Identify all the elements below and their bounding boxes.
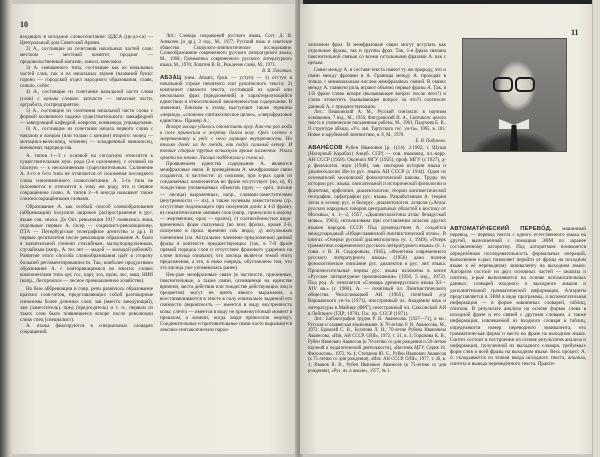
literature-references: Лит.: Словарь сокращений русского языка, Сост. Д. И. Алексеев [и др.], 3 изд., М., 1977; Русский язык и советское общество. Социолого-лингвистическое исследование. Словообразование современного русского литературного языка, М., 1968; Грамматика современного русского литературного языка, М., 1970; Лопатин В. В., Рождение слова, М., 1973. xyxy=(160,34,292,68)
paragraph: А. типов 1—3 с основой на согласную относятся к существительным муж. рода (2-е склонение), с основой на гласную — к несклоняемым существительным. Склонение А. 4-го и 6-го типа не отличается от склонения последнего слова синонимичного словосочетания. А. 5-го типа не склоняются и относятся к тому же роду, что и первое сокращённое слово. А. типов 2—6 иногда называют также сложносокращёнными словами. xyxy=(20,152,153,203)
paragraph: лелизмом фраз. В межфразовые связи могут вступать как отдельные фразы, так и группы фраз. Так, 1-я фраза связана пояснительной связью со всеми остальными фразами А. как с целым. xyxy=(308,42,446,67)
page-number-right: 11 xyxy=(571,28,579,37)
entry-avanesov xyxy=(308,145,446,317)
paragraph: 4) А., состоящие из сочетания начальной части слова (слов) с целым словом: запчасти — запасные части, оргработа, госпредприятие. xyxy=(20,89,153,108)
paragraph: На базе аббревиации в совр. речи развилось образование кратких слов-четов, представляющих собой разговорные синонимы более длинных слов: зав (вместо заведующий), зам (заместитель), пред (председатель) и т. п.; первым из таких слов было появившееся вскоре после революции слово спец (специалист). xyxy=(20,286,153,324)
entry-automatic-translation xyxy=(450,226,586,368)
paragraph: 5) А., состоящие из сочетания начальной части слова с формой косвенного падежа существительного: завкафедрой — заведующий кафедрой, комроты, комвзвода, управделами. xyxy=(20,107,153,127)
entry-abzac xyxy=(160,75,292,124)
left-page-column-1 xyxy=(20,34,153,336)
left-page xyxy=(12,4,297,454)
paragraph: А. языка фиксируются в специальных словарях сокращений. xyxy=(20,323,153,336)
paragraph: Связи между А. в составе текста имеют ту же природу, что и связи между фразами в А. Границы между А. проходят в точках с минимальным числом межфразовых связей. В связях между А. главную роль играют обычно первые фразы А. Так, в 1-й фразе слово вскоре (вызывающее вопрос после чего?) и слово отомстить (вызывающее вопрос за что?) соотносят данный А. с предшествующим. xyxy=(308,66,446,110)
paragraph: входящих в исходное словосочетание: ЦДСА (це-дэ-са) — Центральный дом Советской Армии. xyxy=(20,34,153,47)
literature-references: Лит.: Пешковский А. М., Русский синтаксис в научном освещении, 7 изд., М., 1956; Фигуровский И. А., Синтаксис целого текста и ученические письменные работы, М., 1961; Падучева Е. В., О структуре абзаца, «Уч. зап. Тартуского гос. ун-та», 1965, в. 181: Новое в зарубежной лингвистике, в. 8, М., 1978. xyxy=(308,109,446,138)
headword: АБЗА́Ц xyxy=(160,74,182,81)
paragraph: 2) А., состоящие из сочетания начальных частей слов: местком — местный комитет, продмаг — продовольственный магазин, завхоз, комсомол. xyxy=(20,46,153,65)
glasses-detail xyxy=(493,77,537,89)
paragraph: Образование А. как особый способ словообразования (аббревиация) получило широкое распространение в рус. языке сов. эпохи. До Окт. революции 1917 появились лишь отдельные первые А. (эсер — социалист-революционер, ПТА — Петербургское телеграфное агентство и др.). В первые десятилетия после революции образование А. было в значительной степени стихийным, малоупорядоченным, случайным (напр., А. тех лет — мадой — молодой рабочий). Развитие этого способа словообразования идёт в сторону большей регламентированности. Так, наиболее продуктивно образование А. с повторяющимися во многих словах компонентами типа орг, гос, парт, хоз, пром, лес, маш, НИИ (напр., Леспромхоз — лесное промышленное хозяйство). xyxy=(20,204,153,285)
paragraph: 6) А., состоящие из сочетания начала первого слова с началом и концом (или только с концом) второго: мопед — мотоцикл-велосипед, эсминец — эскадренный миноносец, военкомат, нарпредстав. xyxy=(20,126,153,151)
right-page-column-1 xyxy=(308,42,446,375)
portrait-photo xyxy=(462,38,567,152)
entry-text: машинный перевод, — перевод текста с одного естественного языка на другой, выполненный с помощью ЭВМ по заранее составленному алгоритму. Под алгоритмом понимается определённая последовательность формальных операций, выполнение к-рых позволяет перейти от фразы на исходном языке к её переводному эквиваленту на выходном языке. Алгоритм состоит из двух основных частей — анализа и синтеза, к-рые выполняются на основе вспомогательных данных: словарей входного и выходного языков и дополнительной грамматической информации. Алгоритм представляется в ЭВМ в виде программы, а вспомогательная информация — в форме машинных словарей, таблиц, списков. В результате анализа на основе формы слова в исходной фразе и его связей с другими словами, а также информации, извлекаемой из входного словаря и таблиц, определяются номер переводного эквивалента, его грамматическая форма и место во фразе на выходном языке. Синтез состоит в построении на основе результатов анализа и информации, полученной из выходного словаря, требуемых форм слов и всей фразы на выходном языке. Весь процесс А. п. складывается из этапов ввода исходного текста, анализа, синтеза и вывода переведённого текста. Практи- xyxy=(450,226,586,368)
literature-references: Лит.: Библиография трудов Р. И. Аванесова. [1927—71], в кн.: Русская и славянская языкознание. К 70-летию Р. И. Аванесова, М., 1972; Бромлей С. В., Булатова Л. Н., 70-летие Рубена Ивановича Аванесова, «Изв. АН СССР. ОЛЯ», 1972, т. 31, в. 3; Горшкова К. В., Рубен Иванович Аванесов (к 70-летию со дня рождения и 50-летию научной и педагогической деятельности), «Вестник МГУ. Серия 10. Филология», 1972, № 4; Степанов Ю. С., Рубен Иванович Аванесов (к 75-летию со дня рождения), «Изв. АН СССР. ОЛЯ», 1977, т. 36, в. 1; Иванов В. В., Рубен Иванович Аванесов (к 75-летию со дня рождения), «Рус. яз. в школе», 1977, № 1. xyxy=(308,316,446,375)
paragraph: 3) А. смешанного типа, состоящие как из начальных частей слов, так и из начальных звуков (названий букв): гороно — городской отдел народного образования, главк, сельпо, собес. xyxy=(20,64,153,90)
paragraph: Нек-рые межфразовые связи (в частности, причинные, пояснительные, а также связи, основанные на единстве времени, места действия или тождестве действующих лиц и предметов) могут не иметь явного выражения, а восстанавливаются в тексте в силу изначально заданной его связности (вероятность — имеется в виду внутренность козы; слетел — имеется в виду не промежуточный момент в прошлом, а момент, когда люди приносили жертву). Соединительные и противительные связи часто выражаются лексико-синтаксическим парал- xyxy=(160,271,292,333)
headword: АВТОМАТИ́ЧЕСКИЙ ПЕРЕВО́Д, xyxy=(450,226,552,232)
author-signature: Е. В. Падучева. xyxy=(415,138,446,144)
example-text: Вскоре лисице удалось отомстить орлу. Как-то раз люди в поле приносили в жертву богам козу. Орёл слетел к жертвеннику и унёс с него горящие внутренности. Но только донёс их до гнезда, как подул сильный ветер. И тонкие старые прутья вспыхнули ярким пламенем. Упали орлята на землю. Лисица подбежала и съела их. xyxy=(160,123,292,161)
right-page-column-2 xyxy=(450,156,586,368)
entry-text: (нем. Absatz, букв. — уступ) — 1) отступ в начальной строке печатного или рукописного текста; 2) компонент связного текста, состоящий из одной или нескольких фраз (предложений) и характеризующийся единством и относительной законченностью содержания. В значении, близком к этому, выступают также термины «период», «сложное синтаксическое целое», «сверхфразовое единство». Пример А.: xyxy=(160,74,292,124)
page-edge xyxy=(592,0,600,457)
entry-text: Рубен Иванович [р. 1(14). 2.1902, г. Шуша (Нагорный Карабах) Азерб. ССР] — сов. языковед, чл.-корр. АН СССР (1958). Окончил МГУ (1925), проф. МГУ (с 1927), д-р филологич. наук (1948), зав. сектором истории языка и диалектологии Ин-та рус. языка АН СССР (с 1944). Один из основателей московской фонологической школы. Труды по истории рус. языка, описательной и исторической фонологии и фонетике, орфоэпии, диалектологии, теории лингвистической географии, орфографии рус. языка. Разработанная А. теория легла в основу рус. и белорус. диалектологич. атласов («Атлас русских народных говоров центральных областей к востоку от Москвы», ч. 1—2, 1957, «Дыялекталагічны атлас беларускай мовы», 1963), использована при составлении атласов других языков народов СССР. Под руководством А. создаётся международный «Общеславянский лингвистический атлас». В книгах «Очерки русской диалектологии» (ч. 1, 1949), «Очерк грамматики современного русского литературного языка» (ч. 1, совм. с В. Н. Сидоровым, 1945), «Фонетика современного русского литературного языка» (1956) дано полное фонологическое описание рус. диалектов и рус. лит. языка. Произносительные нормы рус. языка изложены в книге «Русское литературное произношение» (1950, 5 изд., 1972). Под ред. А. печатается «Словарь древнерусского языка XI—XIV вв.» (с 1966). А. — почётный чл. Лингвистического общества Чехословацкой АН (1965), почётный д-р Варшавского ун-та (1973), иностранный чл. Академии наук и литературы в Майнце (ФРГ), иностранный чл. Саксонской АН в Лейпциге (ГДР; 1978). Гос. пр. СССР (1971). xyxy=(308,144,447,317)
author-signature: В. В. Лопатин. xyxy=(262,68,292,74)
left-page-column-2 xyxy=(160,34,292,333)
page-number-left: 10 xyxy=(20,20,28,29)
paragraph: Проявлением единства содержания А. являются межфразовые связи. В приведённом А. межфразовые связи создаются, в частности: а) союзами, при к-рых один из соединяемых компонентов во фразе отсутствует (но, и), б) тождеством упоминаемых объектов (орлу — орёл, лисице — лисица) выраженных, напр., словами-заместителями (внутренности — их), а также нулевым заместителем (ср. отсутствие подлежащего при сказуемом донёс в 4-й фразе), в) семантическими связями слов (напр., приносили в жертву — жертвенник, орла — орлята), г) соотнесённостью видо-временны́х форм сказуемых (во всех фразах, кроме 2-й, сказуемое в прош. времени сов. вида), д) актуальным членением (см. Актуальное членение предложения) данной фразы в контексте предшествующих (так, в 7-й фразе прямой порядок слов и отсутствие фразового ударения на слове лисица означают, что лисица является темой этого предложения, а это, в свою очередь, обусловлено тем, что эта лисица уже упоминалась ранее). xyxy=(160,160,292,272)
headword: АВАНЕ́СОВ xyxy=(308,144,343,151)
book-edge xyxy=(0,0,12,457)
